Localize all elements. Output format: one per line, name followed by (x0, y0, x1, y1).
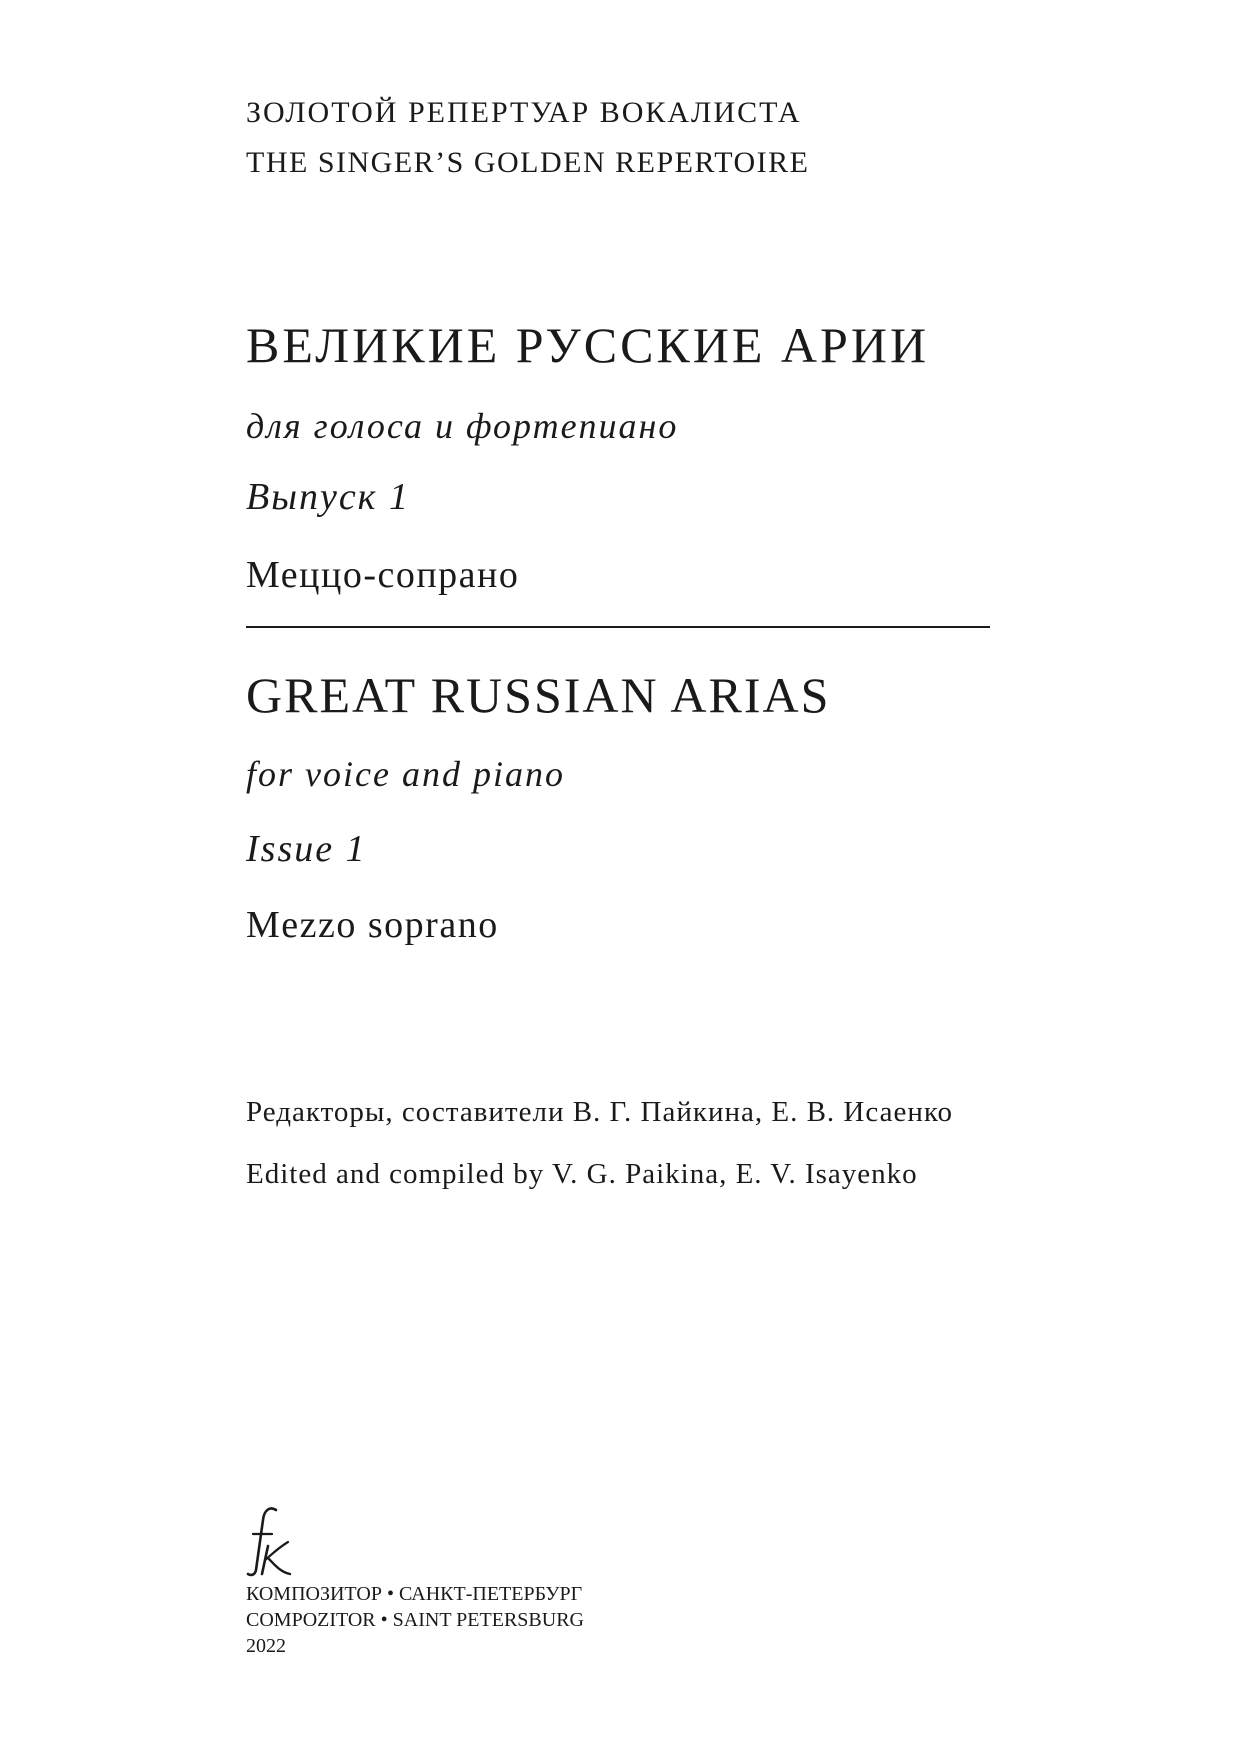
series-title-en: THE SINGER’S GOLDEN REPERTOIRE (246, 146, 810, 179)
voice-type-en: Mezzo soprano (246, 904, 499, 946)
issue-number-en: Issue 1 (246, 828, 367, 870)
issue-number-ru: Выпуск 1 (246, 476, 410, 518)
section-divider (246, 626, 990, 628)
editors-credit-ru: Редакторы, составители В. Г. Пайкина, Е. В. Исаенко (246, 1096, 953, 1128)
editors-credit-en: Edited and compiled by V. G. Paikina, E. V. Isayenko (246, 1158, 918, 1190)
publisher-name-en: COMPOZITOR • SAINT PETERSBURG (246, 1609, 584, 1631)
series-title-ru: ЗОЛОТОЙ РЕПЕРТУАР ВОКАЛИСТА (246, 96, 802, 129)
publisher-name-ru: КОМПОЗИТОР • САНКТ-ПЕТЕРБУРГ (246, 1583, 583, 1605)
publication-year: 2022 (246, 1635, 286, 1657)
voice-type-ru: Меццо-сопрано (246, 554, 520, 596)
book-title-ru: ВЕЛИКИЕ РУССКИЕ АРИИ (246, 317, 930, 373)
book-title-en: GREAT RUSSIAN ARIAS (246, 667, 831, 723)
fk-monogram-icon (242, 1504, 302, 1578)
book-subtitle-en: for voice and piano (246, 754, 565, 794)
book-subtitle-ru: для голоса и фортепиано (246, 406, 679, 446)
